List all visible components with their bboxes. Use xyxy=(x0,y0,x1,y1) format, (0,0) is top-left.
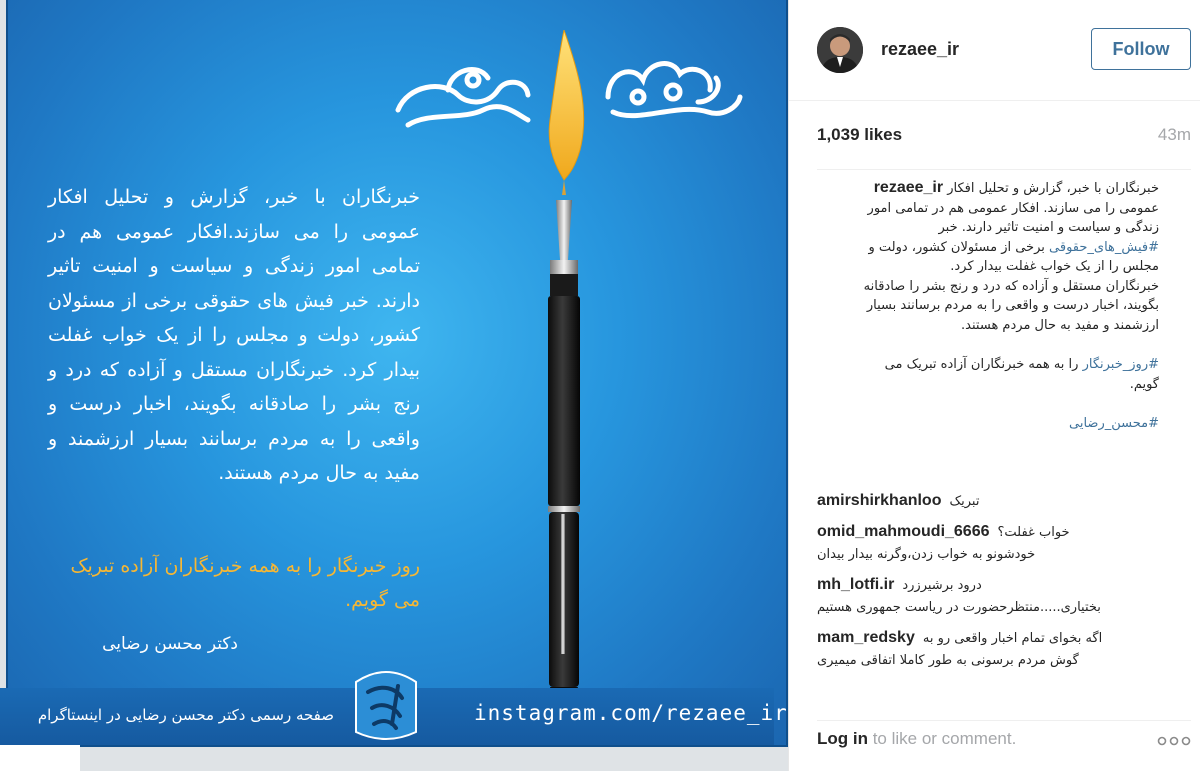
comment-username[interactable]: mh_lotfi.ir xyxy=(817,576,895,593)
caption-line-9: را به همه خبرنگاران آزاده تبریک می xyxy=(884,357,1083,372)
login-link[interactable]: Log in xyxy=(817,729,868,748)
fountain-pen-icon xyxy=(528,30,600,700)
caption-hashtag-journalist-day[interactable]: #روز_خبرنگار xyxy=(1082,357,1159,372)
comment-username[interactable]: amirshirkhanloo xyxy=(817,492,942,509)
caption-line-2: عمومی را می سازند. افکار عمومی هم در تمامی امور xyxy=(867,200,1159,216)
caption-line-3: زندگی و سیاست و امنیت تاثیر دارند. خبر xyxy=(938,220,1159,235)
comment-text-continued: بختیاری.....منتظرحضورت در ریاست جمهوری هستیم xyxy=(817,600,1101,615)
avatar[interactable] xyxy=(817,27,863,73)
poster-footer-url: instagram.com/rezaee_ir xyxy=(474,701,788,725)
comment-text: اگه بخوای تمام اخبار واقعی رو به xyxy=(922,631,1103,646)
post-caption xyxy=(817,178,1159,434)
likes-row xyxy=(817,125,1191,170)
post-header xyxy=(789,0,1200,101)
caption-hashtag-name[interactable]: #محسن_رضایی xyxy=(1069,416,1159,431)
comment-username[interactable]: omid_mahmoudi_6666 xyxy=(817,523,990,540)
caption-line-1: خبرنگاران با خبر، گزارش و تحلیل افکار xyxy=(947,181,1159,196)
comment-username[interactable]: mam_redsky xyxy=(817,629,915,646)
comment-text: تبریک xyxy=(949,494,980,509)
post-time[interactable]: 43m xyxy=(1157,125,1191,144)
caption-hashtag-fish[interactable]: #فیش_های_حقوقی xyxy=(1049,239,1159,255)
comment-item xyxy=(817,521,1177,566)
post-info-panel xyxy=(788,0,1200,771)
caption-line-10: گویم. xyxy=(1129,376,1159,392)
calligraphy-emblem-icon xyxy=(352,662,420,744)
poster-greeting-text: روز خبرنگار را به همه خبرنگاران آزاده تبریک می گویم. xyxy=(70,555,420,611)
login-prompt-text: to like or comment. xyxy=(867,729,1017,748)
likes-count[interactable]: 1,039 likes xyxy=(817,125,903,144)
comment-text-continued: خودشونو به خواب زدن،وگرنه بیدار بیدان xyxy=(817,547,1036,562)
comment-text: خواب غفلت؟ xyxy=(997,525,1070,540)
follow-button[interactable]: Follow xyxy=(1091,28,1191,70)
caption-line-6: خبرنگاران مستقل و آزاده که درد و رنج بشر را صادقانه xyxy=(863,278,1159,294)
poster xyxy=(6,0,788,747)
caption-line-7: بگویند، اخبار درست و واقعی را به مردم برسانند بسیار xyxy=(866,298,1159,313)
comment-text: درود برشیرزرد xyxy=(902,578,982,593)
caption-line-8: ارزشمند و مفید به حال مردم هستند. xyxy=(961,317,1159,333)
image-bottom-strip xyxy=(0,745,80,771)
comment-list xyxy=(817,490,1177,680)
ornament-cloud-left-icon xyxy=(388,50,538,140)
ornament-cloud-right-icon xyxy=(598,42,748,134)
comment-item xyxy=(817,490,1177,513)
comment-item xyxy=(817,574,1177,619)
post-footer xyxy=(817,720,1191,765)
username-link[interactable]: rezaee_ir xyxy=(881,39,960,59)
poster-body-text: خبرنگاران با خبر، گزارش و تحلیل افکار عمومی را می سازند.افکار عمومی هم در تمامی امور زندگی و سیاست و امنیت تاثیر دارند. خبر فیش های حقوقی برخی از مسئولان کشور، دولت و مجلس را از یک خواب غفلت بیدار کرد. خبرنگاران مستقل و آزاده که درد و رنج بشر را صادقانه بگویند، اخبار درست و واقعی را به مردم برسانند بسیار ارزشمند و مفید به حال مردم هستند. xyxy=(48,186,420,484)
comment-text-continued: گوش مردم برسونی به طور کاملا اتفاقی میمیری xyxy=(817,653,1079,668)
avatar-portrait-icon xyxy=(817,27,863,73)
poster-signature: دکتر محسن رضایی xyxy=(102,634,238,654)
more-options-icon[interactable] xyxy=(1157,735,1191,747)
comment-item xyxy=(817,627,1177,672)
caption-username[interactable]: rezaee_ir xyxy=(873,179,944,196)
poster-footer-caption: صفحه رسمی دکتر محسن رضایی در اینستاگرام xyxy=(37,706,334,724)
caption-line-4: برخی از مسئولان کشور، دولت و xyxy=(868,239,1050,255)
caption-line-5: مجلس را از یک خواب غفلت بیدار کرد. xyxy=(950,259,1159,274)
